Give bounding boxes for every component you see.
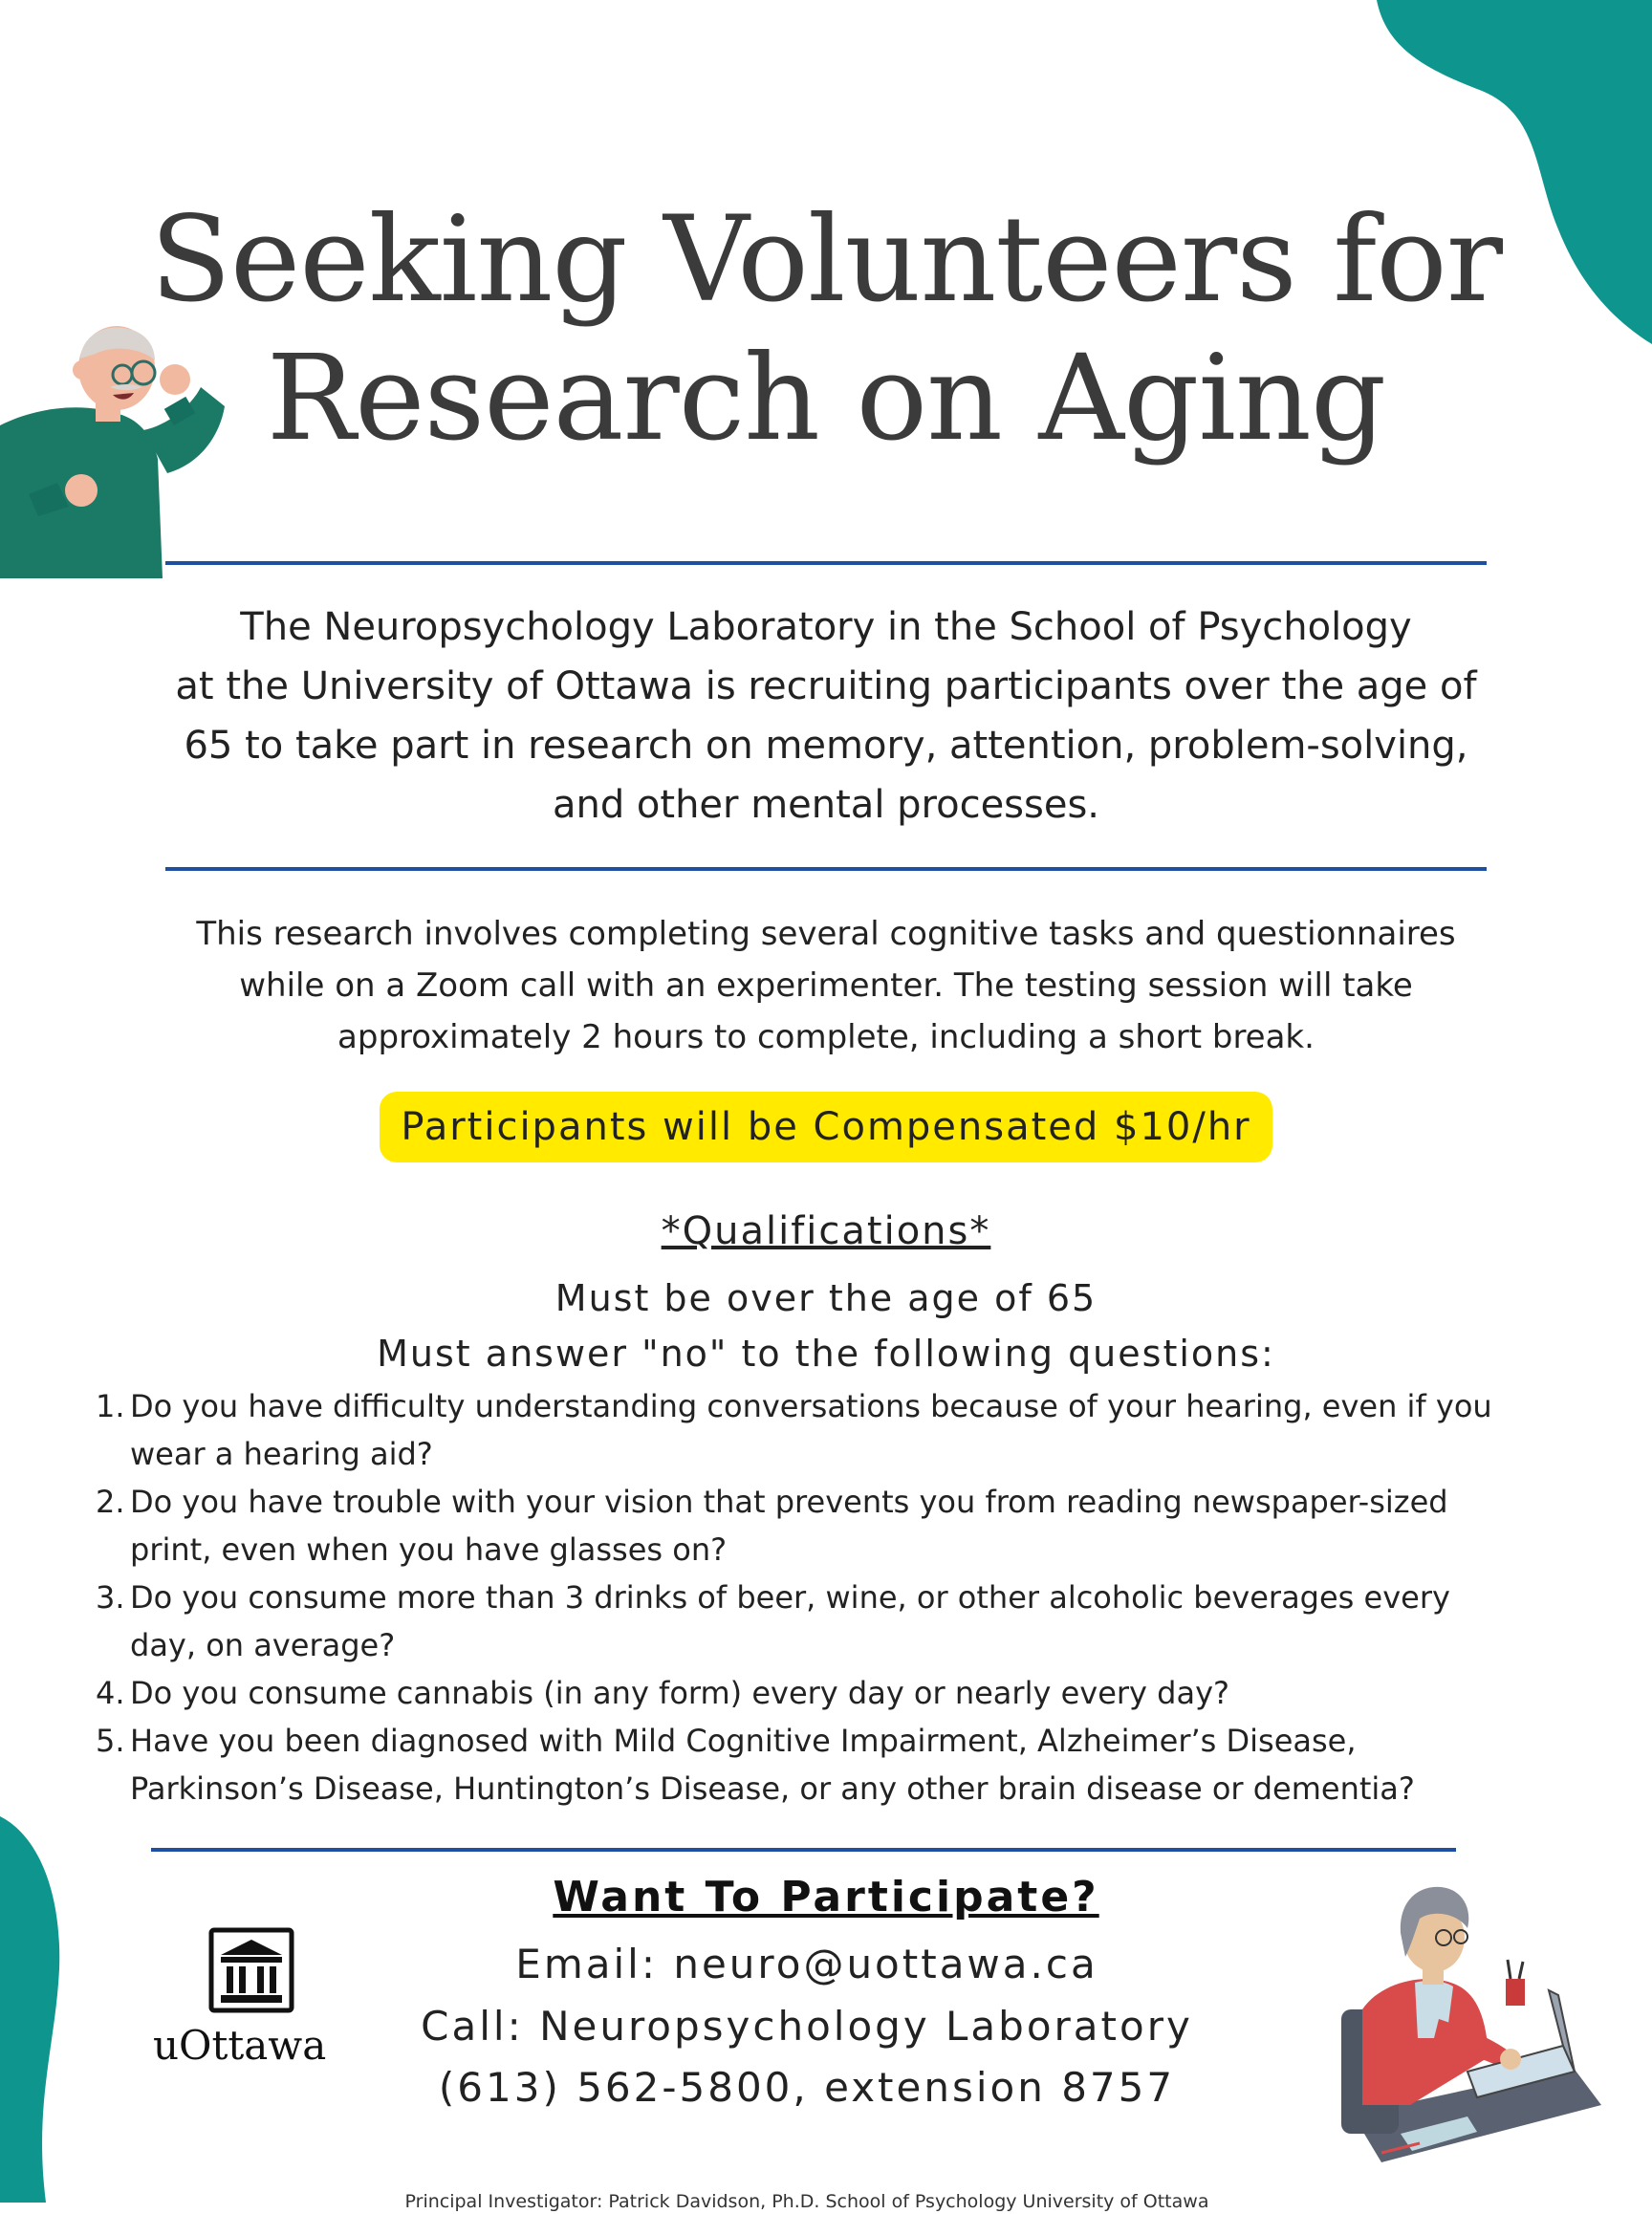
question-line-2: wear a hearing aid? (130, 1436, 433, 1472)
intro-line-4: and other mental processes. (552, 783, 1100, 827)
qualification-answer-no: Must answer "no" to the following questions: (377, 1333, 1275, 1375)
intro-line-1: The Neuropsychology Laboratory in the School of Psychology (240, 605, 1412, 649)
details-line-1: This research involves completing several cognitive tasks and questionnaires (196, 915, 1456, 953)
woman-laptop-illustration (1324, 1876, 1611, 2181)
contact-call: Call: Neuropsychology Laboratory (421, 2003, 1193, 2050)
details-line-3: approximately 2 hours to complete, including a short break. (337, 1018, 1315, 1056)
question-line-1: Do you consume more than 3 drinks of beer, wine, or other alcoholic beverages every (130, 1579, 1450, 1616)
qualifications-heading: *Qualifications* (661, 1209, 991, 1253)
list-item (96, 1669, 1530, 1717)
divider-3 (151, 1848, 1456, 1852)
university-building-icon (207, 1926, 295, 2014)
question-number: 2. (96, 1484, 125, 1520)
details-line-2: while on a Zoom call with an experimenter. The testing session will take (239, 966, 1413, 1005)
details-paragraph (143, 908, 1509, 1063)
intro-paragraph (143, 597, 1509, 835)
question-number: 1. (96, 1388, 125, 1424)
divider-2 (165, 867, 1487, 871)
title-line-1: Seeking Volunteers for (149, 191, 1503, 329)
question-line-2: Parkinson’s Disease, Huntington’s Disease, or any other brain disease or dementia? (130, 1770, 1415, 1807)
divider-1 (165, 561, 1487, 565)
question-number: 3. (96, 1579, 125, 1616)
question-number: 5. (96, 1723, 125, 1759)
question-line-1: Do you consume cannabis (in any form) every day or nearly every day? (130, 1675, 1229, 1711)
list-item (96, 1717, 1530, 1812)
intro-line-2: at the University of Ottawa is recruiting participants over the age of (175, 664, 1477, 708)
logo-text: uOttawa (153, 2022, 327, 2069)
principal-investigator-footer: Principal Investigator: Patrick Davidson, Ph.D. School of Psychology University of Ottawa (404, 2191, 1209, 2212)
question-number: 4. (96, 1675, 125, 1711)
questions-list (96, 1382, 1530, 1812)
list-item (96, 1382, 1530, 1478)
page-title (0, 191, 1652, 468)
contact-email[interactable]: Email: neuro@uottawa.ca (515, 1941, 1098, 1987)
list-item (96, 1574, 1530, 1669)
question-line-1: Do you have trouble with your vision that prevents you from reading newspaper-sized (130, 1484, 1448, 1520)
participate-heading: Want To Participate? (553, 1873, 1099, 1921)
intro-line-3: 65 to take part in research on memory, attention, problem-solving, (184, 724, 1468, 768)
contact-phone[interactable]: (613) 562-5800, extension 8757 (438, 2064, 1176, 2111)
question-line-2: print, even when you have glasses on? (130, 1531, 728, 1568)
list-item (96, 1478, 1530, 1574)
title-line-2: Research on Aging (266, 330, 1386, 467)
question-line-1: Have you been diagnosed with Mild Cognitive Impairment, Alzheimer’s Disease, (130, 1723, 1357, 1759)
question-line-2: day, on average? (130, 1627, 396, 1663)
compensation-highlight: Participants will be Compensated $10/hr (380, 1092, 1272, 1162)
qualification-age: Must be over the age of 65 (554, 1277, 1098, 1319)
compensation-wrap (0, 1092, 1652, 1162)
question-line-1: Do you have difficulty understanding conversations because of your hearing, even if you (130, 1388, 1492, 1424)
